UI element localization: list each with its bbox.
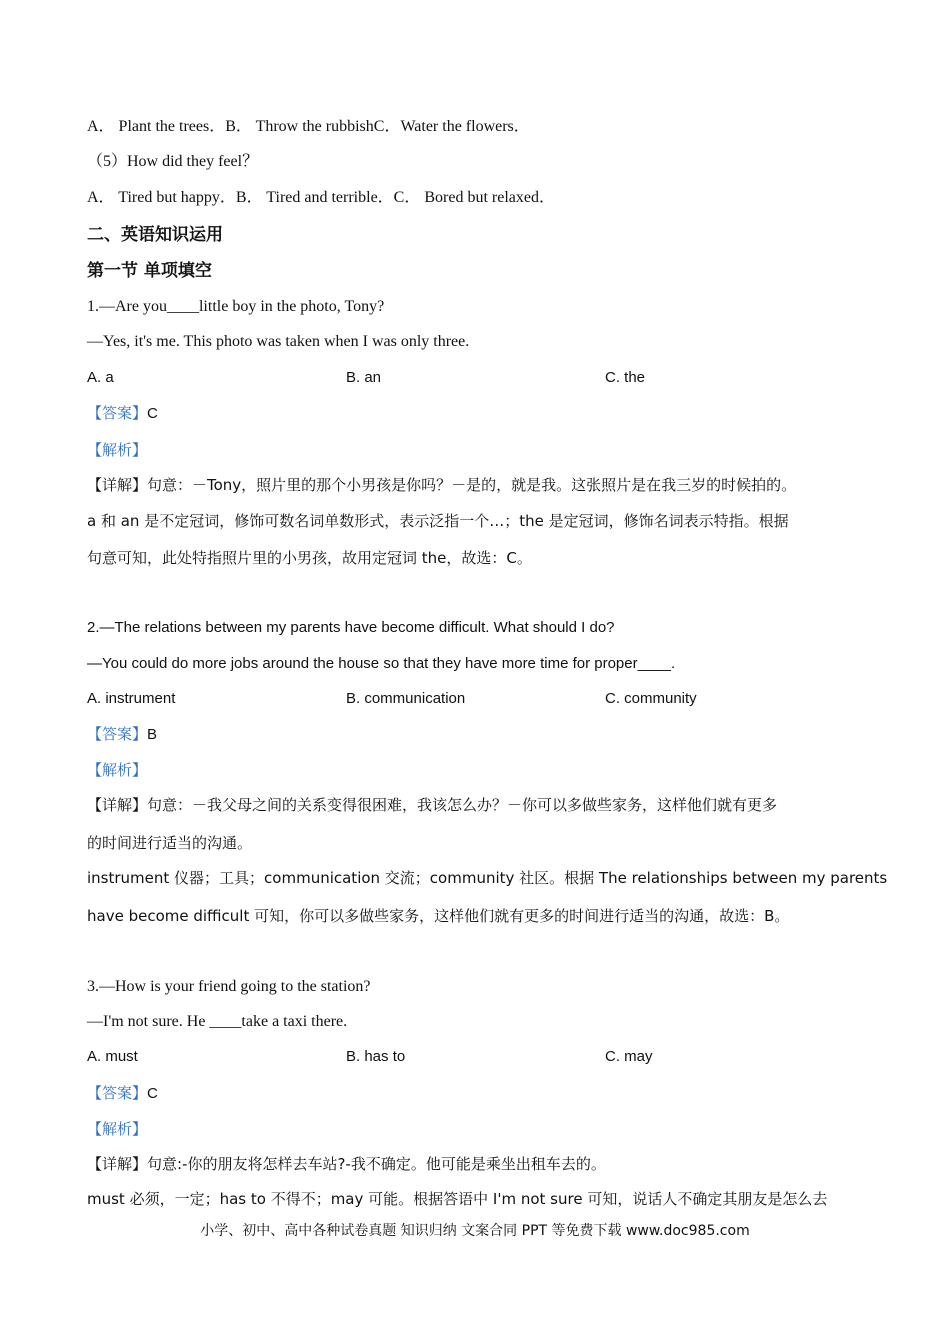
answer-tag: 【答案】 bbox=[87, 1084, 148, 1102]
answer-value: C bbox=[147, 405, 158, 422]
question-2-analysis-tag: 【解析】 bbox=[87, 761, 148, 779]
question-1-option-c: C. the bbox=[605, 369, 646, 386]
answer-value: B bbox=[147, 726, 158, 743]
page-footer: 小学、初中、高中各种试卷真题 知识归纳 文案合同 PPT 等免费下载 www.doc985.com bbox=[200, 1223, 750, 1239]
answer-value: C bbox=[147, 1085, 158, 1102]
question-3-detail-2: must 必须，一定；has to 不得不；may 可能。根据答语中 I'm not sure 可知，说话人不确定其朋友是怎么去 bbox=[87, 1190, 828, 1208]
question-3-analysis-tag: 【解析】 bbox=[87, 1120, 148, 1138]
question-3-detail-1: 【详解】句意:-你的朋友将怎样去车站?-我不确定。他可能是乘坐出租车去的。 bbox=[87, 1155, 606, 1173]
answer-tag: 【答案】 bbox=[87, 404, 148, 422]
question-2-option-c: C. community bbox=[605, 690, 697, 707]
question-1-option-a: A. a bbox=[87, 369, 114, 386]
part-title: 二、英语知识运用 bbox=[87, 225, 223, 245]
question-1-detail-1: 【详解】句意：－Tony，照片里的那个小男孩是你吗？－是的，就是我。这张照片是在我三岁的时候拍的。 bbox=[87, 476, 797, 494]
question-2-stem: 2.—The relations between my parents have become difficult. What should I do? bbox=[87, 619, 615, 636]
q4-options-line: A． Plant the trees．B． Throw the rubbishC．Water the flowers． bbox=[87, 118, 530, 135]
question-2-detail-3: instrument 仪器；工具；communication 交流；community 社区。根据 The relationships between my parents bbox=[87, 869, 888, 887]
question-2-answer bbox=[87, 724, 157, 745]
question-1-option-b: B. an bbox=[346, 369, 382, 386]
question-2-detail-2: 的时间进行适当的沟通。 bbox=[87, 834, 253, 852]
question-2-detail-1: 【详解】句意：－我父母之间的关系变得很困难，我该怎么办？－你可以多做些家务，这样他们就有更多 bbox=[87, 796, 778, 814]
question-1-detail-2: a 和 an 是不定冠词，修饰可数名词单数形式，表示泛指一个…；the 是定冠词，修饰名词表示特指。根据 bbox=[87, 512, 789, 530]
question-3-stem: 3.—How is your friend going to the station? bbox=[87, 978, 371, 995]
question-1-reply: —Yes, it's me. This photo was taken when I was only three. bbox=[87, 333, 470, 350]
question-1-stem: 1.—Are you____little boy in the photo, Tony? bbox=[87, 298, 385, 315]
question-3-reply: —I'm not sure. He ____take a taxi there. bbox=[87, 1013, 348, 1030]
question-3-option-b: B. has to bbox=[346, 1048, 406, 1065]
question-1-analysis-tag: 【解析】 bbox=[87, 441, 148, 459]
question-1-answer bbox=[87, 403, 158, 424]
question-2-reply: —You could do more jobs around the house so that they have more time for proper____. bbox=[87, 655, 676, 672]
question-1-detail-3: 句意可知，此处特指照片里的小男孩，故用定冠词 the，故选：C。 bbox=[87, 549, 532, 567]
q5-question: （5）How did they feel？ bbox=[87, 153, 259, 170]
question-2-option-a: A. instrument bbox=[87, 690, 176, 707]
question-3-answer bbox=[87, 1083, 158, 1104]
question-2-detail-4: have become difficult 可知，你可以多做些家务，这样他们就有更多的时间进行适当的沟通，故选：B。 bbox=[87, 907, 790, 925]
sub-title: 第一节 单项填空 bbox=[87, 261, 212, 281]
question-2-option-b: B. communication bbox=[346, 690, 466, 707]
question-3-option-a: A. must bbox=[87, 1048, 138, 1065]
answer-tag: 【答案】 bbox=[87, 725, 148, 743]
q5-options-line: A． Tired but happy．B． Tired and terrible．C． Bored but relaxed． bbox=[87, 189, 555, 206]
question-3-option-c: C. may bbox=[605, 1048, 653, 1065]
